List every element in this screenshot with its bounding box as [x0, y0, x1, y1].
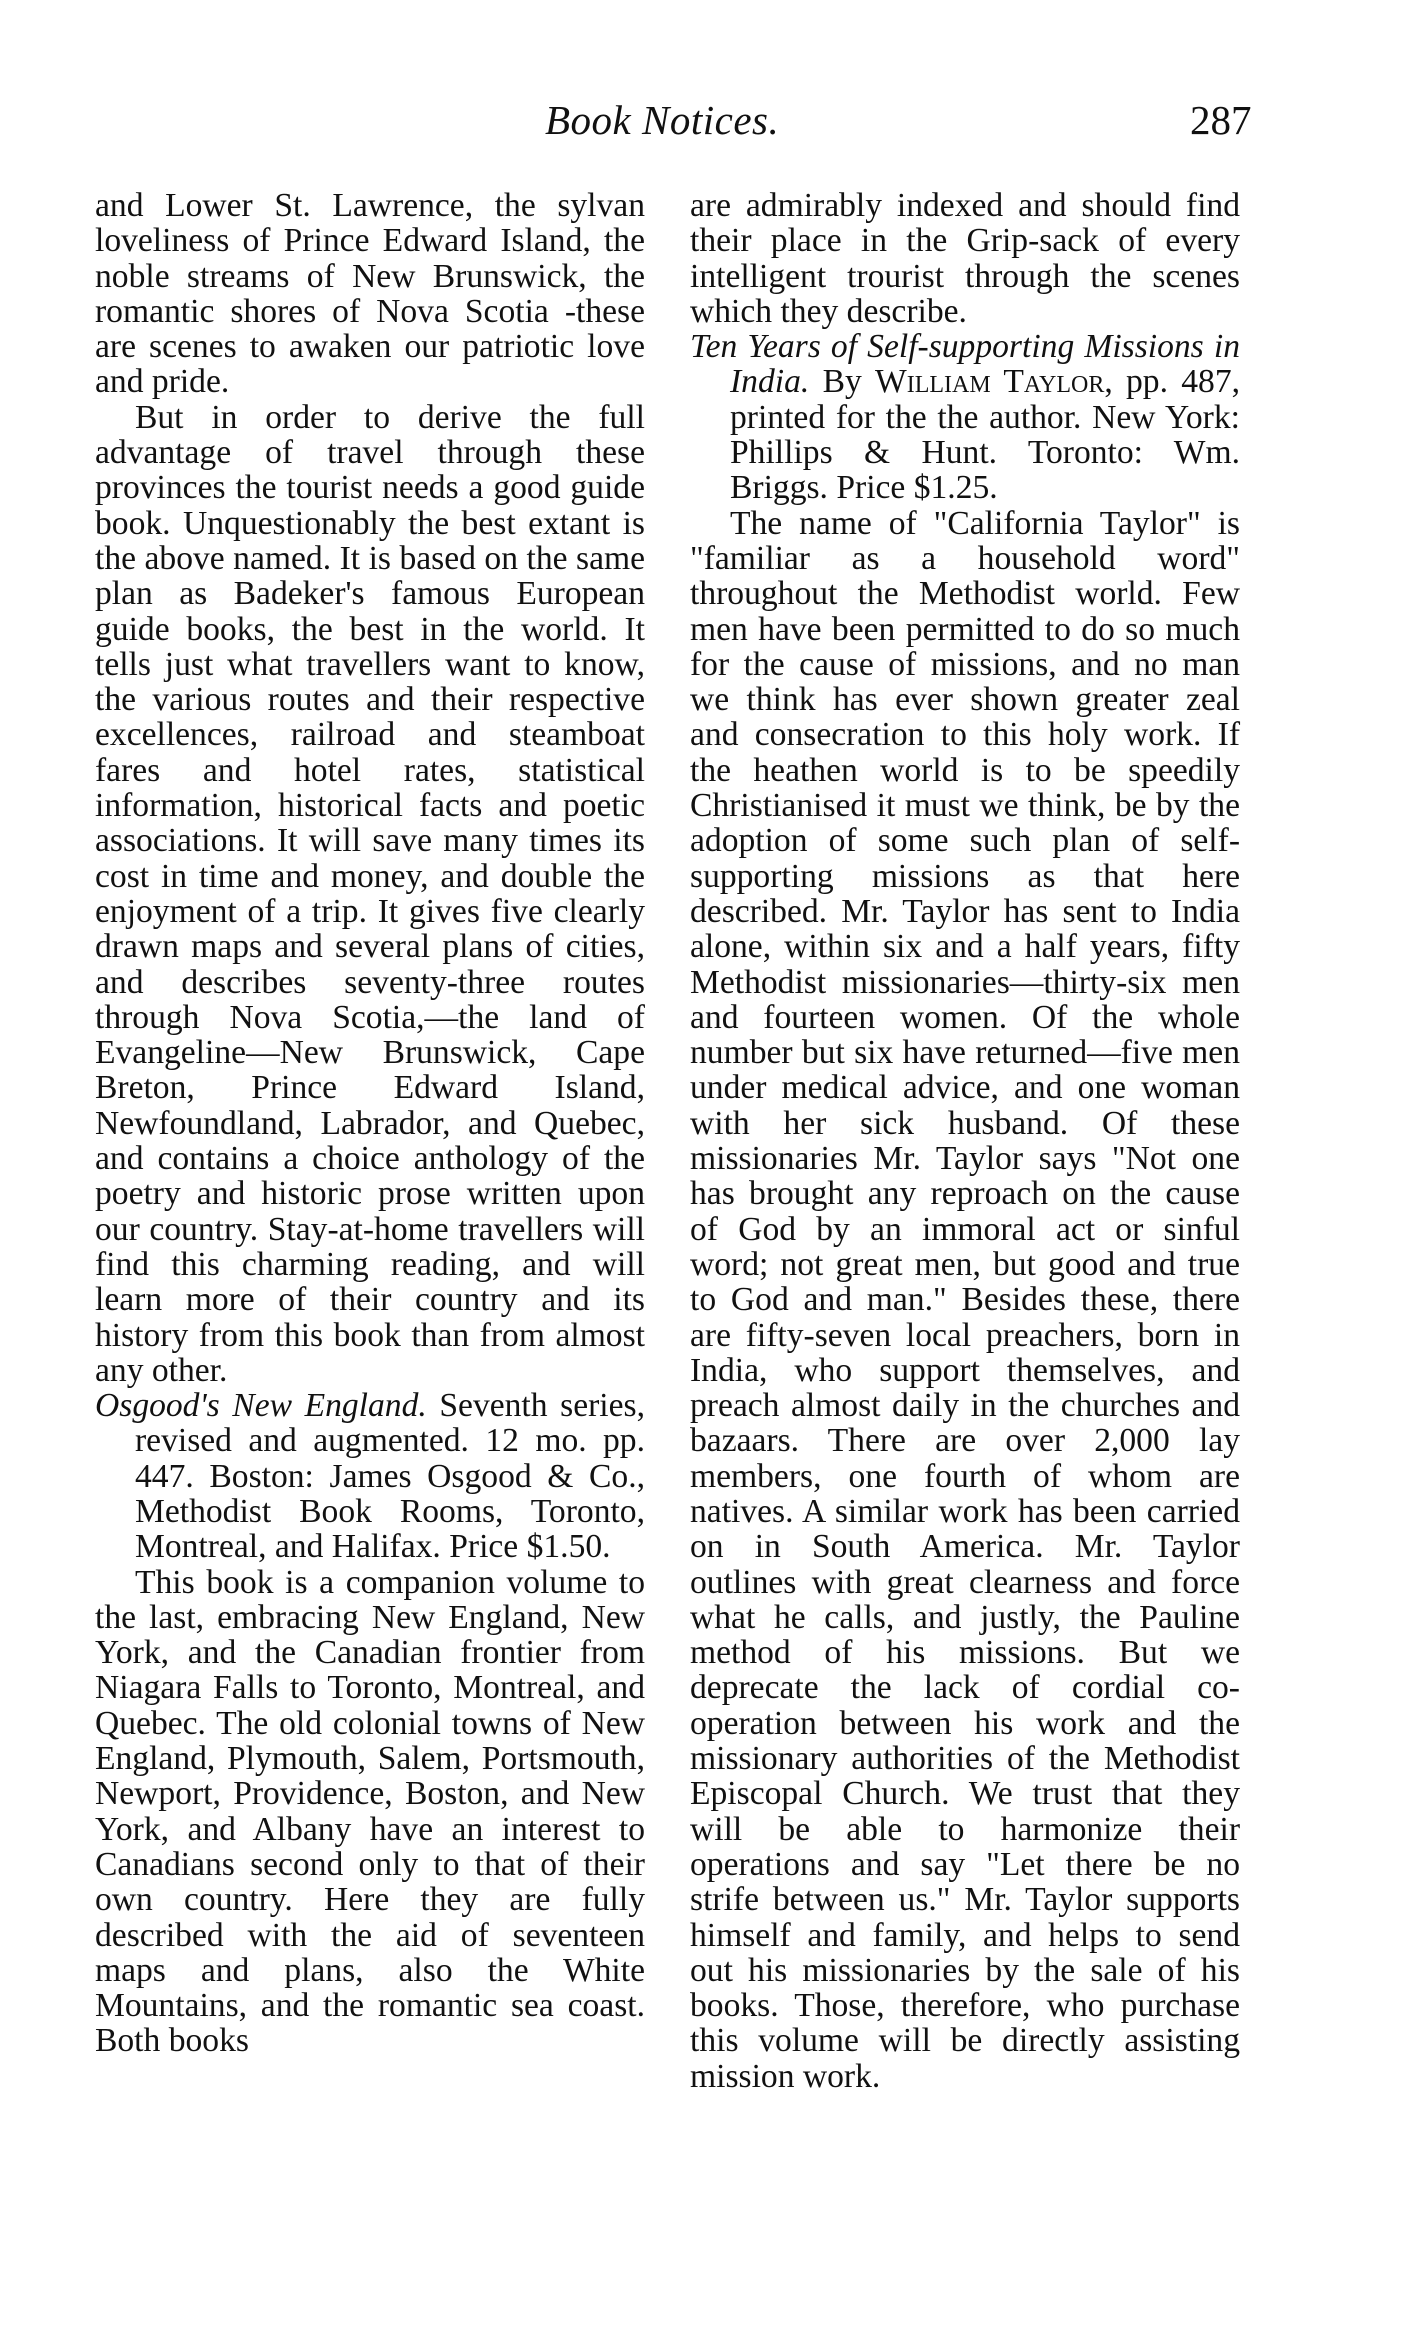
book-details: Seventh series, revised and augmented. 12 mo. pp. 447. Boston: James Osgood & Co., Methodist Book Rooms, Toronto, Montreal, and Halifax. Price $1.50.: [135, 1387, 645, 1566]
left-column: [95, 188, 645, 2059]
left-continuation-paragraph: and Lower St. Lawrence, the sylvan loveliness of Prince Edward Island, the noble streams of New Brunswick, the romantic shores of Nova Scotia -these are scenes to awaken our patriotic love and pride.: [95, 187, 645, 401]
running-title: Book Notices.: [545, 97, 780, 143]
book-author: William Taylor: [875, 363, 1105, 401]
book-notice-heading: [95, 1388, 645, 1564]
book-title: Osgood's New England.: [95, 1387, 427, 1425]
companion-volume-paragraph: This book is a companion volume to the last, embracing New England, New York, and the Canadian frontier from Niagara Falls to Toronto, Montreal, and Quebec. The old colonial towns of New England, Plymouth, Salem, Portsmouth, Newport, Providence, Boston, and New York, and Albany have an interest to Canadians second only to that of their own country. Here they are fully described with the aid of seventeen maps and plans, also the White Mountains, and the romantic sea coast. Both books: [95, 1563, 645, 2060]
book-notice-heading: [690, 329, 1240, 505]
guide-book-paragraph: But in order to derive the full advantage of travel through these provinces the tourist needs a good guide book. Unquestionably the best extant is the above named. It is based on the same plan as Badeker's famous European guide books, the best in the world. It tells just what travellers want to know, the various routes and their respective excellences, railroad and steamboat fares and hotel rates, statistical information, historical facts and poetic associations. It will save many times its cost in time and money, and double the enjoyment of a trip. It gives five clearly drawn maps and several plans of cities, and describes seventy-three routes through Nova Scotia,—the land of Evangeline—New Brunswick, Cape Breton, Prince Edward Island, Newfoundland, Labrador, and Quebec, and contains a choice anthology of the poetry and historic prose written upon our country. Stay-at-home travellers will find this charming reading, and will learn more of their country and its history from this book than from almost any other.: [95, 398, 645, 1389]
page-number: 287: [1190, 97, 1252, 143]
right-column: [690, 188, 1240, 2094]
book-details: , pp. 487, printed for the the author. New York: Phillips & Hunt. Toronto: Wm. Briggs. Price $1.25.: [730, 363, 1241, 507]
book-by: By: [822, 363, 862, 401]
page-header: [0, 96, 1426, 156]
taylor-review-paragraph: The name of "California Taylor" is "familiar as a household word" throughout the Methodist world. Few men have been permitted to do so much for the cause of missions, and no man we think has ever shown greater zeal and consecration to this holy work. If the heathen world is to be speedily Christianised it must we think, be by the adoption of some such plan of self-supporting missions as that here described. Mr. Taylor has sent to India alone, within six and a half years, fifty Methodist missionaries—thirty-six men and fourteen women. Of the whole number but six have returned—five men under medical advice, and one woman with her sick husband. Of these missionaries Mr. Taylor says "Not one has brought any reproach on the cause of God by an immoral act or sinful word; not great men, but good and true to God and man." Besides these, there are fifty-seven local preachers, born in India, who support themselves, and preach almost daily in the churches and bazaars. There are over 2,000 lay members, one fourth of whom are natives. A similar work has been carried on in South America. Mr. Taylor outlines with great clearness and force what he calls, and justly, the Pauline method of his missions. But we deprecate the lack of cordial co-operation between his work and the missionary authorities of the Methodist Episcopal Church. We trust that they will be able to harmonize their operations and say "Let there be no strife between us." Mr. Taylor supports himself and family, and helps to send out his missionaries by the sale of his books. Those, therefore, who purchase this volume will be directly assisting mission work.: [690, 504, 1240, 2095]
book-title: Ten Years of Self-supporting Missions in India.: [690, 328, 1240, 401]
right-continuation-paragraph: are admirably indexed and should find their place in the Grip-sack of every intelligent trourist through the scenes which they describe.: [690, 187, 1240, 330]
